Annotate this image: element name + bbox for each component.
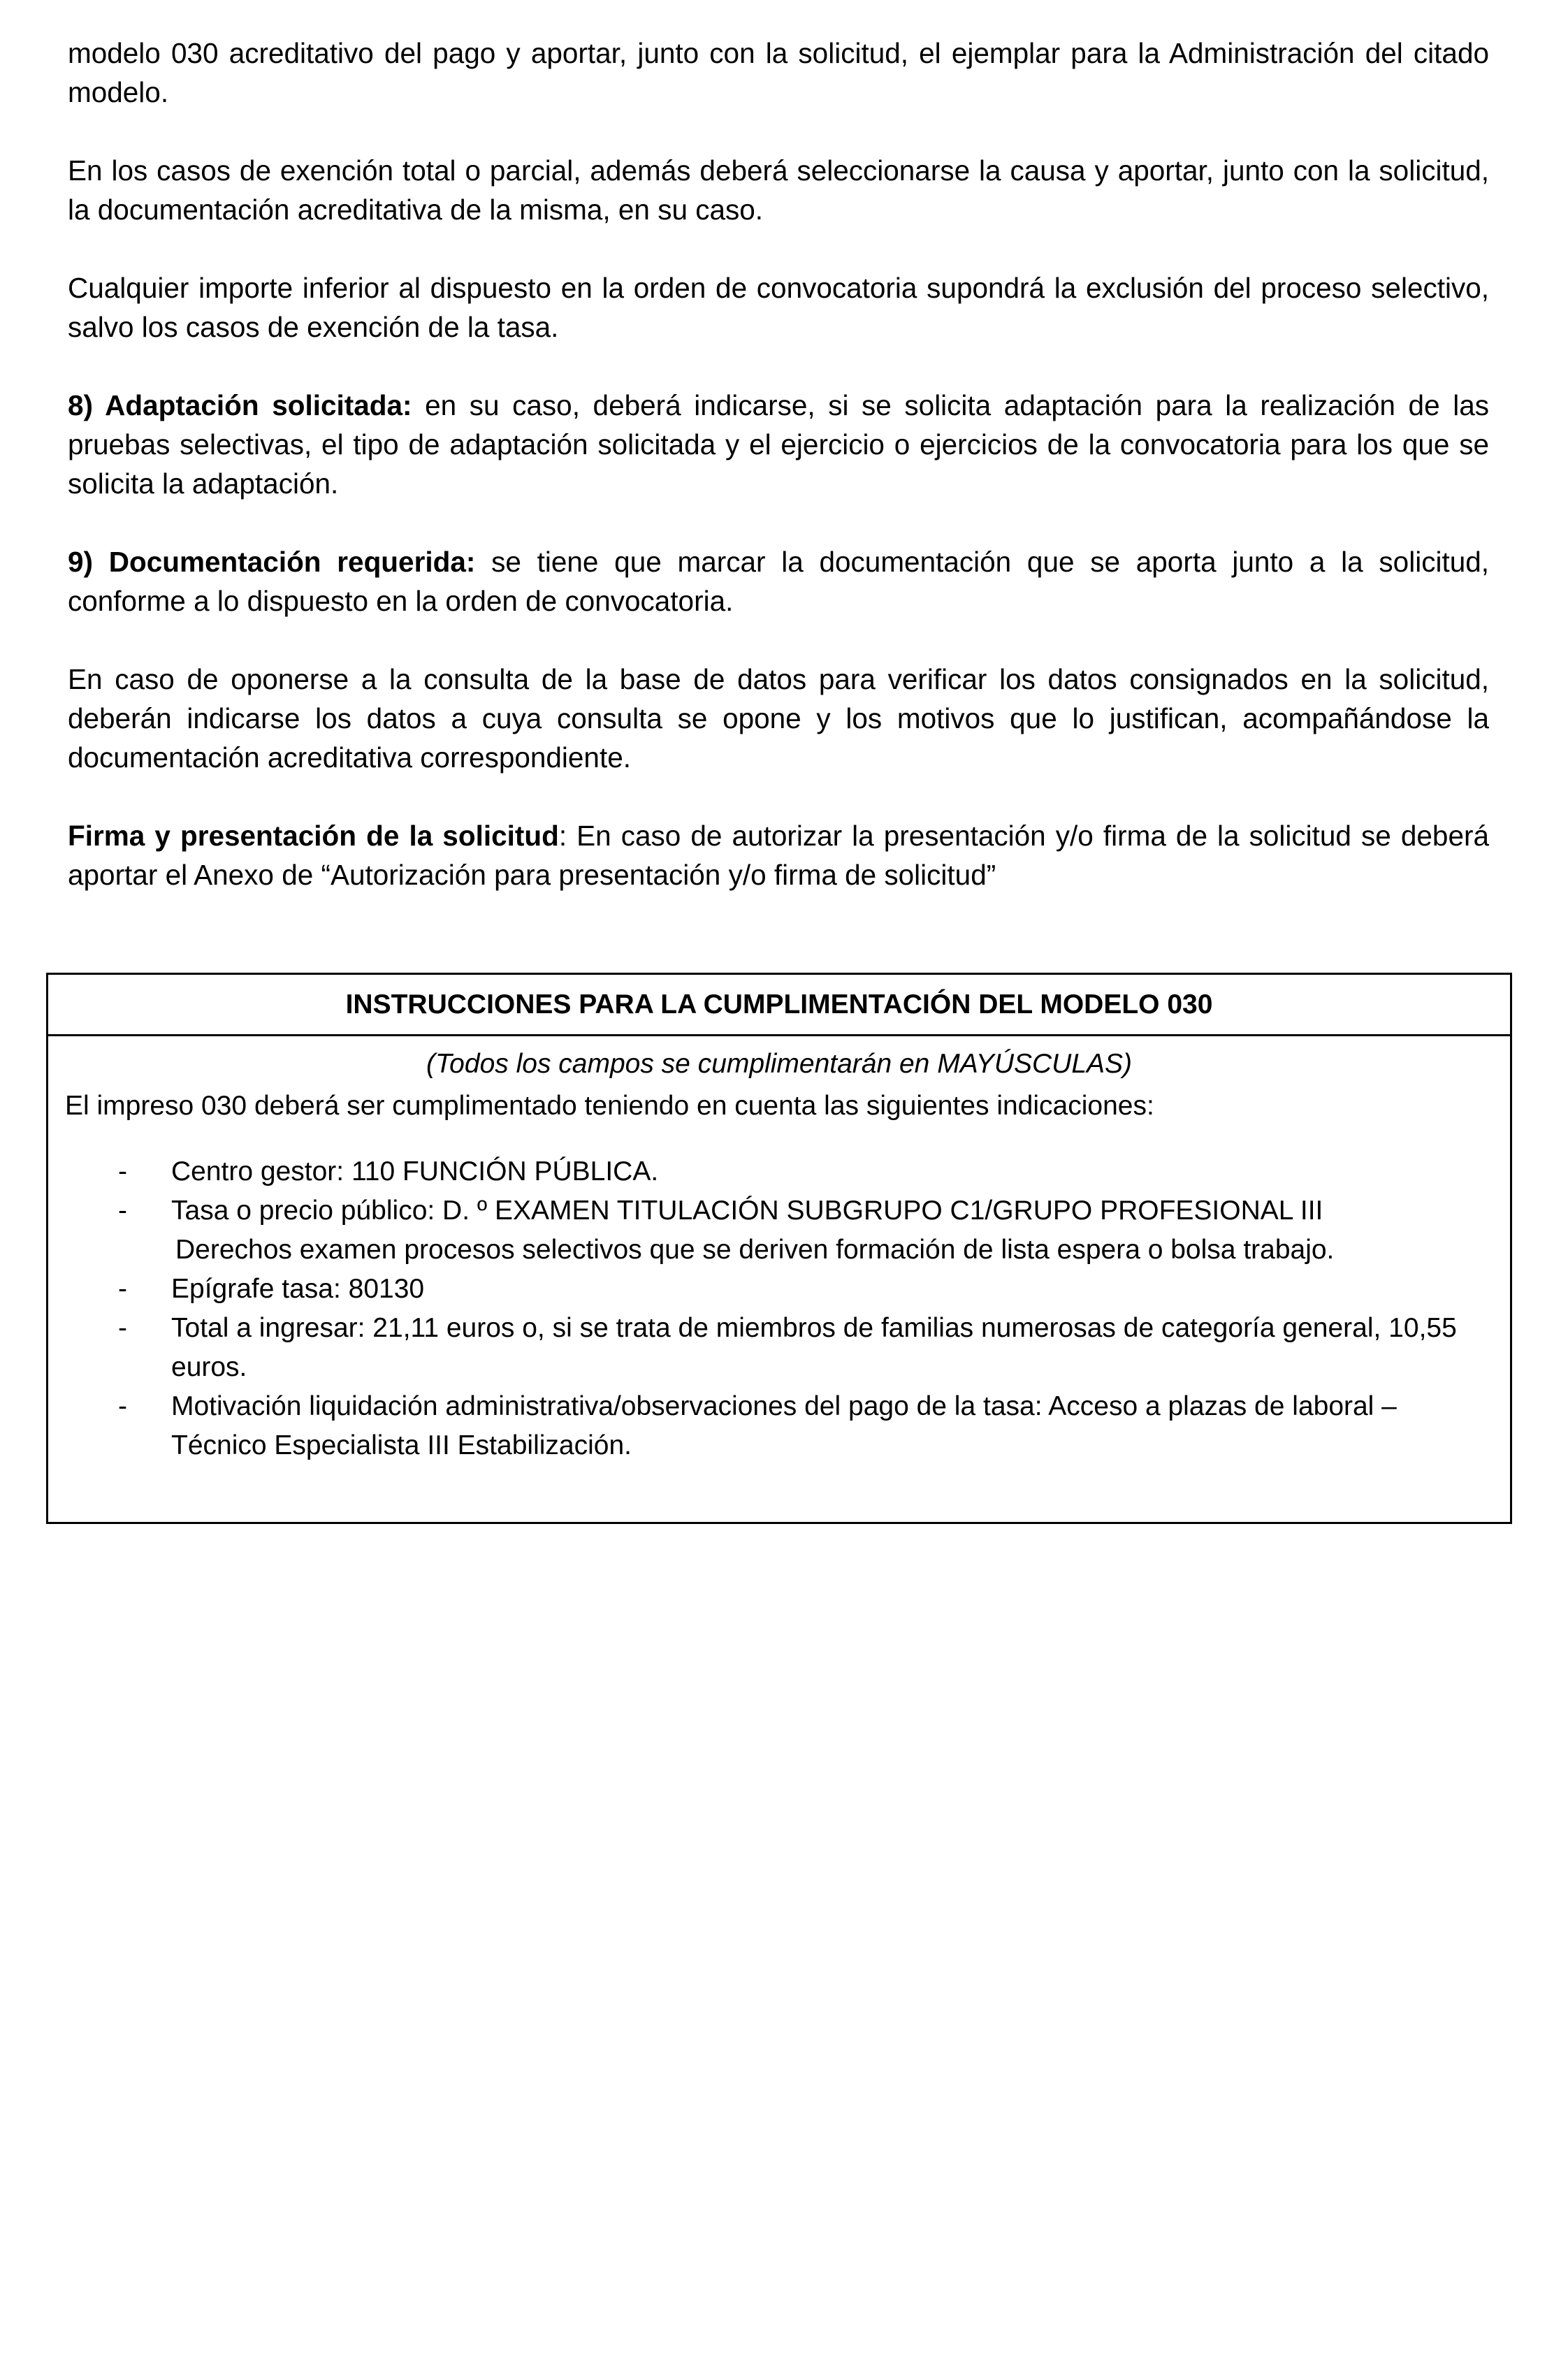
paragraph-documentacion-requerida [68, 542, 1489, 621]
paragraph-adaptacion-solicitada [68, 386, 1489, 503]
list-dash: - [118, 1391, 127, 1421]
list-item-continuation: Derechos examen procesos selectivos que se deriven formación de lista espera o bolsa trabajo. [175, 1235, 1335, 1265]
paragraph-text: En los casos de exención total o parcial, además deberá seleccionarse la causa y aportar, junto con la solicitud, la documentación acreditativa de la misma, en su caso. [68, 154, 1489, 226]
paragraph-text: se tiene que marcar la documentación que se aporta junto a la solicitud, conforme a lo dispuesto en la orden de convocatoria. [68, 546, 1490, 617]
instructions-list-item [48, 1191, 1510, 1270]
paragraph-text: : En caso de autorizar la presentación y/o firma de la solicitud se deberá aportar el Anexo de “Autorización para presentación y/o firma de solicitud” [68, 820, 1489, 891]
paragraph-importe-inferior [68, 268, 1489, 347]
paragraph-oposicion-consulta [68, 660, 1489, 777]
paragraph-text: Cualquier importe inferior al dispuesto en la orden de convocatoria supondrá la exclusión del proceso selectivo, salvo los casos de exención de la tasa. [68, 272, 1489, 343]
paragraph-firma-presentacion [68, 816, 1489, 894]
instructions-box [46, 973, 1512, 1524]
list-dash: - [118, 1156, 127, 1186]
list-dash: - [118, 1274, 127, 1304]
list-dash: - [118, 1196, 127, 1226]
paragraph-text: en su caso, deberá indicarse, si se solicita adaptación para la realización de las pruebas selectivas, el tipo de adaptación solicitada y el ejercicio o ejercicios de la convocatoria para los que se solicita la adaptación. [68, 389, 1489, 500]
paragraph-heading: 8) Adaptación solicitada: [68, 389, 412, 421]
list-item-text: Tasa o precio público: D. º EXAMEN TITULACIÓN SUBGRUPO C1/GRUPO PROFESIONAL III [171, 1196, 1323, 1226]
paragraph-heading: Firma y presentación de la solicitud [68, 820, 559, 852]
instructions-list-item [48, 1152, 1510, 1191]
instructions-list-item [48, 1387, 1510, 1465]
instructions-list [48, 1152, 1510, 1465]
instructions-list-item [48, 1270, 1510, 1309]
instructions-box-subtitle: (Todos los campos se cumplimentarán en MAYÚSCULAS) [426, 1049, 1133, 1079]
body-text [68, 34, 1489, 934]
instructions-box-title: INSTRUCCIONES PARA LA CUMPLIMENTACIÓN DEL MODELO 030 [48, 975, 1510, 1036]
paragraph-text: En caso de oponerse a la consulta de la base de datos para verificar los datos consignados en la solicitud, deberán indicarse los datos a cuya consulta se opone y los motivos que lo justifican, acompañándose la documentación acreditativa correspondiente. [68, 663, 1489, 774]
list-dash: - [118, 1313, 127, 1343]
instructions-list-item [48, 1309, 1510, 1387]
paragraph-exencion [68, 151, 1489, 229]
list-item-text: Epígrafe tasa: 80130 [171, 1274, 425, 1304]
list-item-text: Centro gestor: 110 FUNCIÓN PÚBLICA. [171, 1156, 659, 1186]
paragraph-modelo-030 [68, 34, 1489, 112]
instructions-box-intro: El impreso 030 deberá ser cumplimentado teniendo en cuenta las siguientes indicaciones: [65, 1091, 1154, 1121]
list-item-text: Total a ingresar: 21,11 euros o, si se trata de miembros de familias numerosas de categoría general, 10,55 euros. [171, 1313, 1457, 1382]
list-item-text: Motivación liquidación administrativa/observaciones del pago de la tasa: Acceso a plazas de laboral – Técnico Especialista III Estabilización. [171, 1391, 1397, 1460]
paragraph-text: modelo 030 acreditativo del pago y aportar, junto con la solicitud, el ejemplar para la Administración del citado modelo. [68, 37, 1489, 108]
paragraph-heading: 9) Documentación requerida: [68, 546, 476, 578]
